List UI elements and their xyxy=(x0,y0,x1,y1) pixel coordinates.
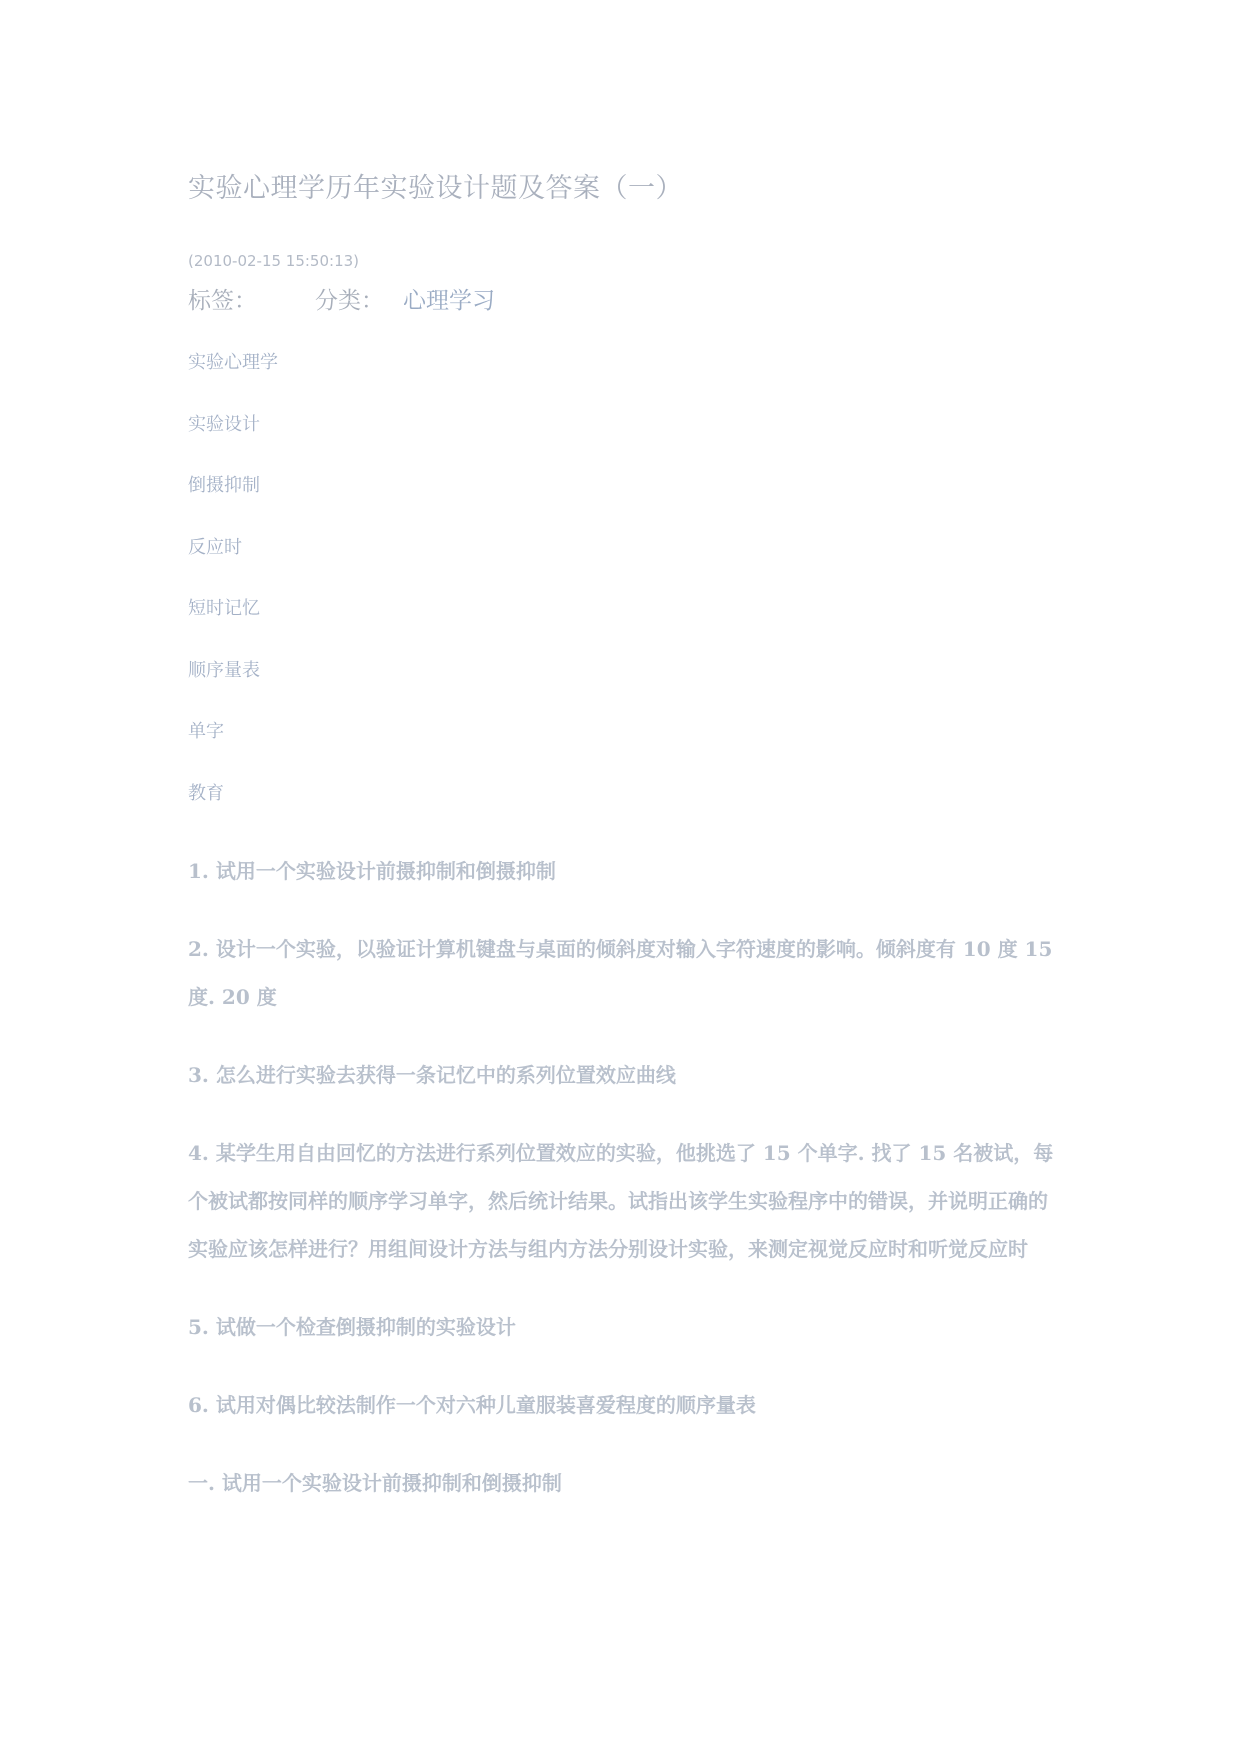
question-paragraph: 2. 设计一个实验，以验证计算机键盘与桌面的倾斜度对输入字符速度的影响。倾斜度有 10 度 15 度. 20 度 xyxy=(188,937,1053,1009)
tag-link[interactable]: 单字 xyxy=(188,721,224,742)
post-date: (2010-02-15 15:50:13) xyxy=(188,252,360,270)
tag-link[interactable]: 实验心理学 xyxy=(188,352,278,373)
tag-link[interactable]: 倒摄抑制 xyxy=(188,475,260,496)
tag-list xyxy=(188,348,278,840)
question-paragraph: 6. 试用对偶比较法制作一个对六种儿童服装喜爱程度的顺序量表 xyxy=(188,1393,756,1417)
meta-row xyxy=(188,282,495,315)
page-title: 实验心理学历年实验设计题及答案（一） xyxy=(188,173,683,204)
tag-link[interactable]: 顺序量表 xyxy=(188,659,260,681)
question-paragraph: 5. 试做一个检查倒摄抑制的实验设计 xyxy=(188,1315,516,1339)
tag-link[interactable]: 反应时 xyxy=(188,536,242,558)
question-list xyxy=(188,847,1060,1537)
question-paragraph: 3. 怎么进行实验去获得一条记忆中的系列位置效应曲线 xyxy=(188,1063,676,1087)
question-paragraph: 1. 试用一个实验设计前摄抑制和倒摄抑制 xyxy=(188,859,556,883)
answer-heading: 一. 试用一个实验设计前摄抑制和倒摄抑制 xyxy=(188,1471,562,1495)
category-label: 分类： xyxy=(315,288,384,314)
category-link[interactable]: 心理学习 xyxy=(403,288,495,314)
tag-link[interactable]: 教育 xyxy=(188,782,224,804)
tags-label: 标签： xyxy=(188,288,257,314)
tag-link[interactable]: 短时记忆 xyxy=(188,598,260,619)
tag-link[interactable]: 实验设计 xyxy=(188,413,260,435)
question-paragraph: 4. 某学生用自由回忆的方法进行系列位置效应的实验，他挑选了 15 个单字. 找了 15 名被试，每个被试都按同样的顺序学习单字，然后统计结果。试指出该学生实验程序中的错误，并说明正确的实验应该怎样进行？用组间设计方法与组内方法分别设计实验，来测定视觉反应时和听觉反应时 xyxy=(188,1141,1054,1261)
